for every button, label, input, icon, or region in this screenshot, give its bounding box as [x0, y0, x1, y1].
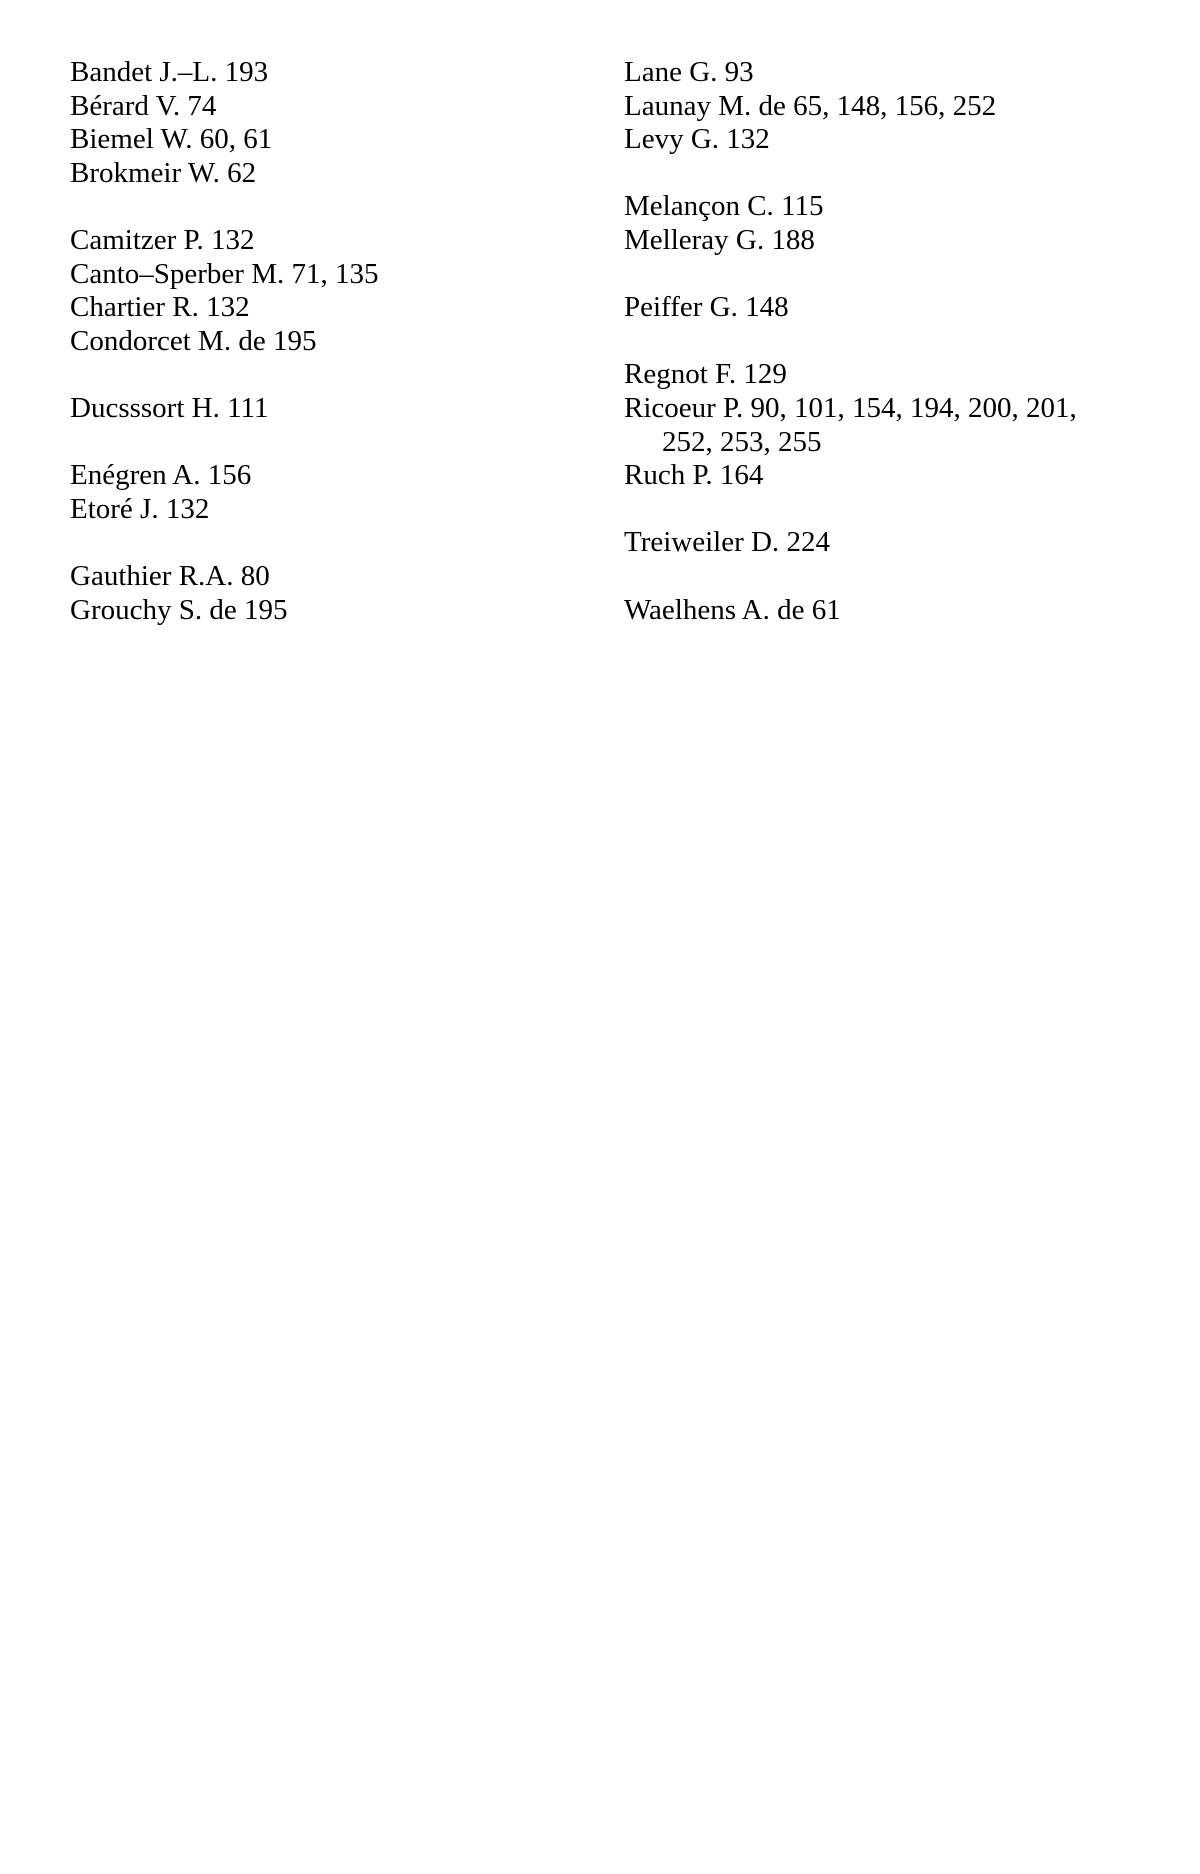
entry-name: Ducsssort H.	[70, 391, 220, 424]
entry-name: Bandet J.–L.	[70, 56, 218, 88]
index-entry	[624, 190, 1164, 224]
entry-name: Ruch P.	[624, 459, 713, 492]
entry-pages: 60, 61	[199, 123, 273, 156]
entry-name: Canto–Sperber M.	[70, 257, 285, 290]
entry-pages: 93	[724, 56, 754, 88]
entry-pages: 132	[206, 291, 250, 324]
entry-pages: 164	[719, 459, 764, 492]
entry-pages: 74	[187, 89, 217, 122]
index-entry	[70, 560, 590, 594]
index-group-p	[624, 291, 1164, 325]
entry-pages: 156	[207, 459, 252, 492]
entry-pages: 90, 101, 154, 194, 200, 201,	[750, 391, 1077, 424]
index-group-b	[70, 56, 590, 190]
index-entry	[624, 291, 1164, 325]
index-group-e	[70, 459, 590, 526]
index-entry	[70, 90, 590, 124]
entry-pages: 71, 135	[291, 257, 379, 290]
entry-name: Melançon C.	[624, 190, 774, 223]
entry-name: Grouchy S. de	[70, 593, 237, 626]
entry-name: Melleray G.	[624, 223, 765, 256]
index-group-c	[70, 224, 590, 358]
entry-pages: 80	[240, 559, 270, 592]
index-entry	[624, 459, 1164, 493]
entry-name: Camitzer P.	[70, 223, 204, 256]
index-entry	[70, 258, 590, 292]
index-group-d	[70, 392, 590, 426]
index-group-w	[624, 594, 1164, 628]
entry-pages-continuation: 252, 253, 255	[662, 425, 822, 458]
index-entry	[70, 392, 590, 426]
index-entry	[624, 392, 1164, 426]
entry-pages: 132	[726, 123, 770, 156]
entry-pages: 193	[224, 56, 269, 88]
entry-name: Lane G.	[624, 56, 718, 88]
entry-pages: 132	[210, 223, 255, 256]
index-right-column	[624, 56, 1164, 627]
entry-name: Etoré J.	[70, 492, 159, 525]
entry-pages: 62	[227, 156, 257, 189]
entry-name: Brokmeir W.	[70, 156, 220, 189]
entry-name: Launay M. de	[624, 89, 786, 122]
index-group-t	[624, 526, 1164, 560]
entry-pages: 115	[781, 190, 824, 223]
index-entry	[70, 123, 590, 157]
entry-name: Enégren A.	[70, 459, 201, 492]
entry-name: Chartier R.	[70, 291, 199, 324]
index-entry	[70, 493, 590, 527]
entry-name: Treiweiler D.	[624, 526, 780, 559]
entry-pages: 148	[745, 291, 789, 324]
entry-pages: 132	[165, 492, 210, 525]
entry-pages: 195	[243, 593, 288, 626]
index-entry	[624, 526, 1164, 560]
index-entry	[70, 594, 590, 628]
index-group-l	[624, 56, 1164, 157]
entry-pages: 224	[786, 526, 830, 559]
index-entry	[624, 594, 1164, 628]
index-entry	[70, 224, 590, 258]
index-group-m	[624, 190, 1164, 257]
entry-pages: 188	[771, 223, 815, 256]
entry-pages: 61	[811, 593, 841, 626]
index-entry	[624, 123, 1164, 157]
index-entry	[70, 56, 590, 90]
entry-pages: 111	[227, 391, 269, 424]
index-entry	[624, 358, 1164, 392]
entry-pages: 129	[743, 358, 787, 391]
entry-name: Bérard V.	[70, 89, 181, 122]
entry-pages: 65, 148, 156, 252	[793, 89, 997, 122]
entry-name: Regnot F.	[624, 358, 737, 391]
index-group-r	[624, 358, 1164, 492]
index-group-g	[70, 560, 590, 627]
entry-name: Biemel W.	[70, 123, 193, 156]
entry-pages: 195	[272, 324, 317, 357]
entry-name: Ricoeur P.	[624, 391, 744, 424]
entry-name: Waelhens A. de	[624, 593, 805, 626]
entry-name: Condorcet M. de	[70, 324, 266, 357]
index-entry	[70, 291, 590, 325]
index-entry	[70, 459, 590, 493]
index-entry	[70, 157, 590, 191]
entry-name: Levy G.	[624, 123, 720, 156]
entry-name: Gauthier R.A.	[70, 559, 234, 592]
index-entry	[70, 325, 590, 359]
entry-name: Peiffer G.	[624, 291, 738, 324]
index-entry	[624, 56, 1164, 90]
index-entry	[624, 90, 1164, 124]
index-left-column	[70, 56, 590, 627]
index-entry	[624, 224, 1164, 258]
